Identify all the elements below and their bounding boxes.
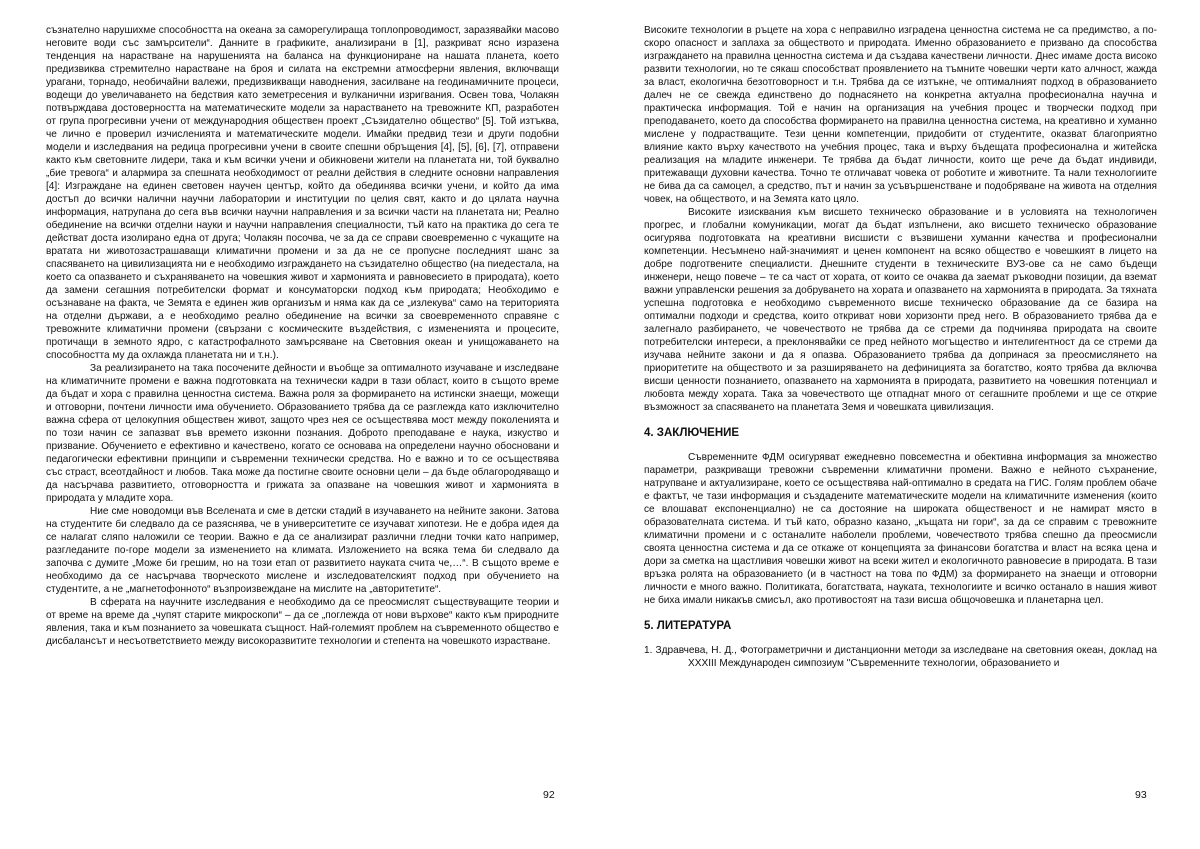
left-paragraph-1: съзнателно нарушихме способността на океана за саморегулираща топлопроводимост, заразявайки масово неговите води със замърсители“. Данните в графиките, анализирани в [1], разкриват ясно изразена тенденция на нарастване на нарушенията на баланса на функциониране на нашата планета, което предизвиква стремително нарастване на броя и силата на екстремни атмосферни явления, включващи урагани, торнадо, необичайни валежи, предизвикващи наводнения, засилване на геодинамичните процеси, водещи до увеличаването на бедствия като земетресения и вулканични изригвания. Освен това, Чолакян потвърждава достоверността на математическите модели за нарастването на тревожните КП, разработен от група прогресивни учени от международния обществен проект „Съзидателно общество“ [5]. Той изтъква, че лично е проверил изчисленията и математическите модели. Имайки предвид тези и други подобни модели и изследвания на редица прогресивни учени в своите спешни обръщения [4], [5], [6], [7], отправени както към световните лидери, така и към всички учени и обикновени жители на планетата ни, той буквално „бие тревога“ и алармира за спешната необходимост от реални действия в следните основни направления [4]: Изграждане на единен световен научен център, който да обединява всички учени, и който да има достъп до всички налични научни лаборатории и институции по целия свят, както и до цялата научна информация, натрупана до сега във всички научни направления и за всички части на планетата ни; Реално обединение на всички отделни науки и научни направления специалности, тъй като на практика до сега те действат доста изолирано една от друга; Чолакян посочва, че за да се справи своевременно с чукащите на вратата ни животозастрашаващи климатични промени и за да не се пропусне последният шанс за спасяването на цивилизацията ни е необходимо изграждането на съзидателно общество (на пиедестала, на което са опазването и съхраняването на човешкия живот и хармонията и равновесието в природата), което да замени сегашния потребителски формат и консуматорски подход към природата; Необходимо е осъзнаване на факта, че Земята е единен жив организъм и няма как да се „излекува“ само на територията на отделни държави, а е необходимо реално обединение на всички за своевременното справяне с тревожните климатични промени (свързани с космическите въздействия, с измененията и процесите, протичащи в земното ядро, с катастрофалното замърсяване на Световния океан и унищожаването на способността му да охлажда планетата ни и т.н.). — [46, 25, 559, 361]
left-paragraph-3: Ние сме новодомци във Вселената и сме в детски стадий в изучаването на нейните закони. Затова на студентите би следвало да се разяснява, че в университетите се изучават хипотези. Не е добра идея да се налагат сляпо наложили се теории. Важно е да се анализират различни гледни точки като например, разгледаните по-горе модели за изменението на климата. Изложението на всяка тема би следвало да започва с думите „Може би грешим, но на този етап от развитието науката счита че,…“. В същото време е необходимо да се насърчава творческото мислене и изследователският подход при обучението на студентите, а не „магнетофонното“ възпроизвеждане на мислите на „авторитетите“. — [46, 506, 559, 595]
right-page — [644, 24, 1157, 670]
left-paragraph-2: За реализирането на така посочените дейности и въобще за оптималното изучаване и изследване на климатичните промени е важна подготовката на технически кадри в тази област, които в същото време да бъдат и хора с правилна ценностна система. Важна роля за формирането на истински знаещи, можещи и отговорни, почтени личности има обучението. Образованието трябва да се разглежда като изключително важна сфера от целокупния обществен живот, защото чрез нея се осъществява мост между поколенията и по този начин се запазват във времето изконни познания. Доброто преподаване е наука, изкуство и призвание. Обучението е ефективно и качествено, когато се основава на определени научно обосновани и педагогически ефективни принципи и съвременни технически средства. Но е важно и то се осъществява със страст, всеотдайност и любов. Така може да постигне своите основни цели – да бъде облагородяващо и да насърчава развитието, отговорността и грижата за опазване на човешкия живот и хармонията в природата у младите хора. — [46, 363, 559, 504]
references-heading: 5. ЛИТЕРАТУРА — [644, 620, 732, 632]
left-page — [46, 24, 559, 648]
conclusion-paragraph: Съвременните ФДМ осигуряват ежедневно повсеместна и обективна информация за множество параметри, разкриващи тревожни съвременни климатични промени. Важно е нейното съхранение, натрупване и актуализиране, което се осъществява най-оптимално в средата на ГИС. Голям проблем обаче е фактът, че тази информация и създадените математическите модели на климатичните изменения (които се влошават експоненциално) не са достояние на широката общественост и не намират място в образователната система. И тъй като, образно казано, „къщата ни гори“, за да се справим с тревожните климатични промени и с останалите наболели проблеми, човечеството трябва спешно да преосмисли своята ценностна система и да се откаже от концепцията за финансови богатства и власт на всяка цена и дори за сметка на щастливия човешки живот на всеки жител и екологичното равновесие в природата. В тази връзка ролята на образованието (и в частност на това по ФДМ) за формирането на знаещи и отговорни личности е много важно. Политиката, богатствата, науката, технологиите и всичко останало в нашия живот не биха имали никакъв смисъл, ако противостоят на тази висша общочовешка и планетарна цел. — [644, 452, 1158, 606]
reference-item: 1. Здравчева, Н. Д., Фотограметрични и дистанционни методи за изследване на световния океан, доклад на XXXIII Международен симпозиум "Съвременните технологии, образованието и — [644, 645, 1157, 669]
right-page-number: 93 — [1135, 789, 1147, 801]
right-paragraph-1: Високите технологии в ръцете на хора с неправилно изградена ценностна система не са предимство, а по-скоро опасност и заплаха за обществото и природата. Именно образованието е призвано да способства изграждането на правилна ценностна система и да създава качествени личности. Днес имаме доста високо развити технологии, но те сякаш способстват проявлението на тъмните човешки черти като алчност, жажда за власт, екологична безотговорност и т.н. Трябва да се изтъкне, че оптималният подход в образованието далеч не се свежда единствено до поднасянето на конкретна актуална професионална научна и практическа информация. Той е начин на организация на учебния процес и творчески подход при преподаването, което да способства формирането на правилна ценностна система, на креативно и хуманно мислене у подрастващите. Тези ценни компетенции, придобити от студентите, оказват благоприятно влияние както върху качеството на учебния процес, така и върху бъдещата професионална и житейска реализация на младите инженери. Те трябва да бъдат личности, които ще рече да бъдат индивиди, притежаващи духовни качества. Точно те отличават човека от роботите и животните. Та нали технологиите не бива да са самоцел, а средство, път и начин за усъвършенстване и подобряване на живота на отделния човек, на обществото, и на Земята като цяло. — [644, 25, 1157, 205]
right-paragraph-2: Високите изисквания към висшето техническо образование и в условията на технологичен прогрес, и глобални комуникации, могат да бъдат изпълнени, ако висшето техническо образование осигурява подготовката на креативни висшисти с възвишени хуманни качества и професионални компетенции. Несъмнено най-значимият и ценен компонент на всяко общество е човешкият в лицето на добре подготвените специалисти. Днешните студенти в техническите ВУЗ-ове са не само бъдещи инженери, нещо повече – те са част от хората, от които се очаква да заемат ръководни позиции, да вземат важни управленски решения за добруването на хората и опазването на хармонията в природата. За тяхната успешна подготовка е необходимо съвременното висше техническо образование да се базира на оптимални подходи и средства, които откриват нови хоризонти пред него. В образованието трябва да е залегнало разбирането, че човечеството не трябва да се стреми да подчинява природата на своите потребителски интереси, а преклонявайки се пред нейното могъщество и интелигентност да се стреми да изучава нейните закони и да я опазва. Образованието трябва да допринася за преосмислянето на приоритетите на обществото и за разширяването на дефиницията за богатство, която трябва да включва висши ценности познанието, опазването на хармонията в природата, развитието на човешкия потенциал и любовта между хората. Така за човечеството ще отпаднат много от сегашните проблеми и ще се открие възможност за спасяването на планетата Земя и човешката цивилизация. — [644, 207, 1157, 413]
left-paragraph-4: В сферата на научните изследвания е необходимо да се преосмислят съществуващите теории и от време на време да „чупят старите микроскопи“ – да се „поглежда от нови върхове“ както към природните явления, така и към познанието за човешката същност. Най-големият проблем на съвременното общество е дисбалансът и несъответствието между високоразвитите технологии и степента на човешкото израстване. — [46, 597, 559, 647]
conclusion-heading: 4. ЗАКЛЮЧЕНИЕ — [644, 427, 740, 439]
left-page-number: 92 — [543, 789, 555, 801]
